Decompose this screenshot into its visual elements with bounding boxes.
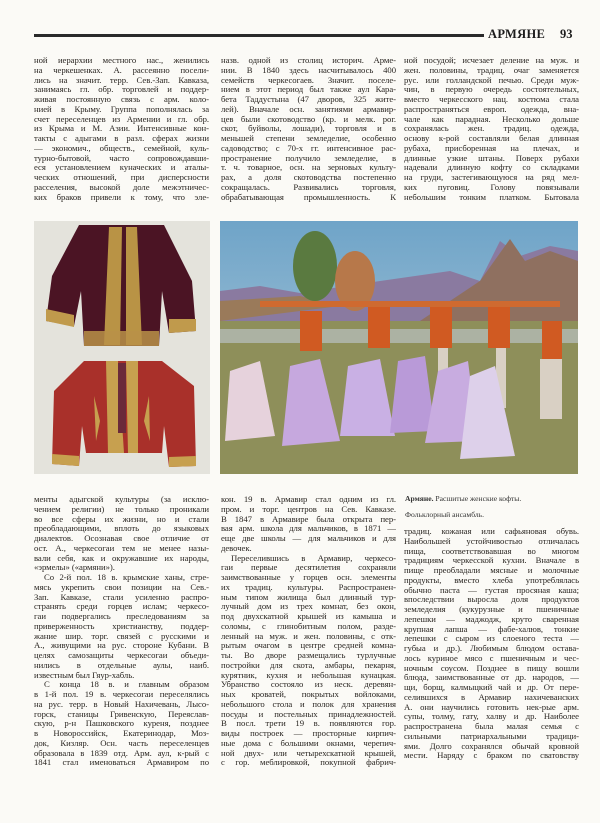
text-line: губыа и др.). Любимым блюдом остава- <box>404 644 579 653</box>
text-line: семейств черкесогаев. Значит. поселе- <box>221 75 396 85</box>
text-line: ких браков привели к тому, что эле- <box>34 192 209 202</box>
text-line: ями. Долго сохранялся обычай кровной <box>404 741 579 751</box>
text-line: пища, соответствовавшая во многом <box>404 546 579 556</box>
bottom-column-3 <box>404 527 579 761</box>
embroidered-jackets-photo <box>34 221 210 474</box>
caption-ethnonym: Армяне. <box>405 494 434 503</box>
text-line: чале как парадная. Несколько дольше <box>404 114 579 124</box>
text-line: ным типом жилища был длинный тур- <box>221 592 396 602</box>
text-line: из Крыма и М. Азии. Интенсивные кон- <box>34 124 209 134</box>
text-line: горск, станицы Гривенскую, Переяслав- <box>34 709 209 719</box>
text-line: назв. одной из столиц историч. Арме- <box>221 56 396 65</box>
text-line: на черкешенках. А. рассеянно посели- <box>34 65 209 75</box>
text-line: гаи первые десятилетия сохраняли <box>221 563 396 573</box>
text-line: лучный дом из трех комнат, без окон, <box>221 602 396 612</box>
text-line: вместо черкесского нац. костюма стала <box>404 95 579 104</box>
text-line: т. ч. товарное, осн. на зерновых культу- <box>221 163 396 173</box>
text-line: рус. или голландской печью. Среди муж- <box>404 75 579 85</box>
text-line: док, Кизляр. Осн. часть переселенцев <box>34 738 209 748</box>
text-line: мести. Наряду с браком по сватовству <box>404 751 579 761</box>
top-column-3 <box>404 56 579 202</box>
text-line: традиц. кожаная или сафьяновая обувь. <box>404 527 579 536</box>
text-line: распространена была малая семья с <box>404 722 579 731</box>
text-line: гаи подвергались преследованиям за <box>34 612 209 621</box>
text-line: нией в Крыму. Группа пополнялась за <box>34 104 209 114</box>
text-line: жен. половины, традиц. очаг заменяется <box>404 65 579 75</box>
text-line: Зап. Кавказе, стали усиленно распро- <box>34 592 209 602</box>
text-line: В 1847 в Армавире была открыта пер- <box>221 514 396 524</box>
text-line: девочек. <box>221 543 252 553</box>
text-line: в 1-й пол. 19 в. черкесогаи переселялись <box>34 690 209 699</box>
text-line: посуды и постельных принадлежностей. <box>221 709 396 719</box>
text-line: целях самозащиты черкесогаи объеди- <box>34 651 209 660</box>
text-line: кон. 19 в. Армавир стал одним из гл. <box>221 495 396 504</box>
folk-ensemble-photo <box>220 221 578 474</box>
text-line: распространяться европ. одежда, вна- <box>404 104 579 114</box>
text-line: С конца 18 в. и главным образом <box>44 680 209 690</box>
text-line: известным был Гяур-хабль. <box>34 670 135 680</box>
text-line: чением религии) не только проникали <box>34 504 209 514</box>
text-line: впоследствии выросла доля продуктов <box>404 595 579 605</box>
text-line: диалектов. Осознавая свое отличие от <box>34 534 209 543</box>
text-line: лей). Вначале осн. занятиями армавир- <box>221 104 396 114</box>
header-rule <box>34 34 484 37</box>
text-line: ост. А., черкесогаи тем не менее назы- <box>34 543 209 553</box>
text-line: счет переселенцев из Армении и гл. обр. <box>34 114 209 124</box>
text-line: на груди, застегивающуюся на ряд мел- <box>404 173 579 182</box>
text-line: Наибольшей устойчивостью отличалась <box>404 536 579 546</box>
text-line: постройки для скота, амбары, пекарня, <box>221 660 396 670</box>
text-line: продукты, вместо хлеба употреблялась <box>404 575 579 585</box>
text-line: А. они научились готовить нек-рые арм. <box>404 702 579 712</box>
text-line: ленный на муж. и жен. половины, с отк- <box>221 631 396 641</box>
text-line: ческих отношений, при дисперсности <box>34 173 209 182</box>
top-column-2 <box>221 56 396 202</box>
text-line: длинные узкие штаны. Поверх рубахи <box>404 153 579 163</box>
text-line: традициям черкесской кухни. Вначале в <box>404 556 579 566</box>
text-line: обычно паста — густая просяная каша; <box>404 585 579 595</box>
text-line: меньшей степени земледелие, особенно <box>221 134 396 143</box>
text-line: скот, буйволы, лошади), торговля и в <box>221 124 396 134</box>
text-line: ные дома с большими окнами, черепич- <box>221 738 396 748</box>
text-line: ночным соусом. Позднее в пищу вошли <box>404 663 579 673</box>
text-line: небольшим тонким платком. Бытовала <box>404 192 579 202</box>
text-line: лось куриное мясо с пшеничным и чес- <box>404 653 579 663</box>
text-line: такты с адыгами в разл. сферах жизни <box>34 134 209 143</box>
text-line: еся установлением куначеских и аталы- <box>34 163 209 173</box>
text-line: курятник, кухня и небольшая кунацкая. <box>221 670 396 680</box>
text-line: рубаха, присборенная на плечах, и <box>404 143 579 153</box>
text-line: В посл. трети 19 в. появляются гор. <box>221 719 396 729</box>
text-line: ной иерархии местного нас., женились <box>34 56 209 65</box>
text-line: скую, р-н Пашковского куреня, позднее <box>34 719 209 729</box>
text-line: их традиц. культуры. Распространен- <box>221 582 396 592</box>
top-column-1 <box>34 56 209 202</box>
text-line: пространение получило земледелие, в <box>221 153 396 163</box>
text-line: основу к-рой составляли белая длинная <box>404 134 579 143</box>
text-line: нии. В 1840 здесь насчитывалось 400 <box>221 65 396 75</box>
text-line: менты адыгской культуры (за исклю- <box>34 495 209 504</box>
text-line: рытым очагом в центре средней комна- <box>221 641 396 651</box>
text-line: земледелия (кукурузные и пшеничные <box>404 605 579 614</box>
text-line: небольшого стола и полок для хранения <box>221 699 396 709</box>
text-line: Переселившись в Армавир, черкесо- <box>231 553 396 563</box>
text-line: сохранялась жен. традиц. одежда, <box>404 124 579 134</box>
text-line: заимствованные у горцев осн. элементы <box>221 573 396 582</box>
text-line: еще две школы — для мальчиков и для <box>221 534 396 543</box>
text-line: садоводство; с 70-х гг. интенсивное рас- <box>221 143 396 153</box>
text-line: — экономич., обществ., семейной, куль- <box>34 143 209 153</box>
text-line: обрабатывающая промышленность. К <box>221 192 396 202</box>
text-line: ной посудой; исчезает деление на муж. и <box>404 56 579 65</box>
text-line: Убранство состояло из неск. деревян- <box>221 680 396 690</box>
text-line: Со 2-й пол. 18 в. крымские ханы, стре- <box>44 573 209 582</box>
jackets-caption <box>405 494 521 503</box>
text-line: сильными патриархальными традици- <box>404 731 579 741</box>
text-line: чин, в первую очередь состоятельных, <box>404 85 579 95</box>
text-line: соломы, с глинобитным полом, разде- <box>221 621 396 631</box>
text-line: супы, толму, гату, халву и др. Наиболее <box>404 712 579 722</box>
text-line: нием в этот период был также аул Кара- <box>221 85 396 95</box>
text-line: образовала в 1839 отд. Арм. аул, к-рый с <box>34 748 209 758</box>
text-line: рах, а доля скотоводства постепенно <box>221 173 396 182</box>
text-line: лепешки с сыром из слоеного теста — <box>404 634 579 644</box>
text-line: на рус. терр. в Новый Нахичевань, Лысо- <box>34 699 209 709</box>
text-line: пище преобладали мясные и молочные <box>404 566 579 575</box>
ensemble-caption: Фольклорный ансамбль. <box>405 510 485 519</box>
bottom-column-1 <box>34 495 209 768</box>
text-line: щи, борщ, калмыцкий чай и др. От пере- <box>404 683 579 692</box>
text-line: с гор. меблировкой, покупной фабрич- <box>221 758 396 768</box>
text-line: блюда, заимствованные от др. народов, — <box>404 673 579 683</box>
text-line: расселения, высокой доле межэтничес- <box>34 182 209 192</box>
text-line: «эрмелы» («армяни»). <box>34 563 115 573</box>
text-line: пром. и торг. центров на Сев. Кавказе. <box>221 504 396 514</box>
river <box>220 329 578 343</box>
text-line: турно-бытовой, часто сопровождавши- <box>34 153 209 163</box>
text-line: селившихся в Армавир нахичеванских <box>404 692 579 702</box>
text-line: вали себя, как и окружавшие их народы, <box>34 553 209 563</box>
text-line: во все сферы их жизни, но и стали <box>34 514 209 524</box>
text-line: ной двух- или четырехскатной крышей, <box>221 748 396 758</box>
text-line: лепешки — маджодж, круто сваренная <box>404 614 579 624</box>
text-line: приверженность христианству, поддер- <box>34 621 209 631</box>
text-line: мясь укрепить свои позиции на Сев.- <box>34 582 209 592</box>
page-number: 93 <box>560 27 573 41</box>
text-line: крупная лапша — фабе-халюв, тонкие <box>404 624 579 634</box>
text-line: вая арм. школа для мальчиков, в 1871 — <box>221 524 396 534</box>
section-title: АРМЯНЕ <box>488 27 546 41</box>
text-line: жание шир. торг. связей с русскими и <box>34 631 209 641</box>
text-line: занимаясь гл. обр. торговлей и поддер- <box>34 85 209 95</box>
red-jacket <box>52 361 196 467</box>
text-line: сокращалась. Развивались торговля, <box>221 182 396 192</box>
text-line: ных кроватей, покрытых войлоками, <box>221 690 396 699</box>
text-line: преобладающими, вплоть до языковых <box>34 524 209 534</box>
caption-jackets-text: Расшитые женские кофты. <box>433 494 522 503</box>
text-line: ких пуговиц. Голову повязывали <box>404 182 579 192</box>
text-line: нились в отдельные аулы, наиб. <box>34 660 209 670</box>
text-line: А., живущими на рус. стороне Кубани. В <box>34 641 209 651</box>
text-line: виды построек — просторные кирпич- <box>221 729 396 738</box>
text-line: живая постоянную связь с арм. коло- <box>34 95 209 104</box>
text-line: в Новороссийск, Екатеринодар, Моз- <box>34 729 209 738</box>
text-line: бета Таддустына (47 дворов, 325 жите- <box>221 95 396 104</box>
text-line: лись на значит. терр. Сев.-Зап. Кавказа, <box>34 75 209 85</box>
bottom-column-2 <box>221 495 396 768</box>
text-line: надевали длинную кофту со складками <box>404 163 579 173</box>
text-line: 1841 стал именоваться Армавиром по <box>34 758 209 768</box>
text-line: под двухскатной крышей из камыша и <box>221 612 396 621</box>
text-line: цев были скотоводство (кр. и мелк. рог. <box>221 114 396 124</box>
text-line: странять среди горцев ислам; черкесо- <box>34 602 209 612</box>
text-line: ты. Во дворе размещались турлучные <box>221 651 396 660</box>
